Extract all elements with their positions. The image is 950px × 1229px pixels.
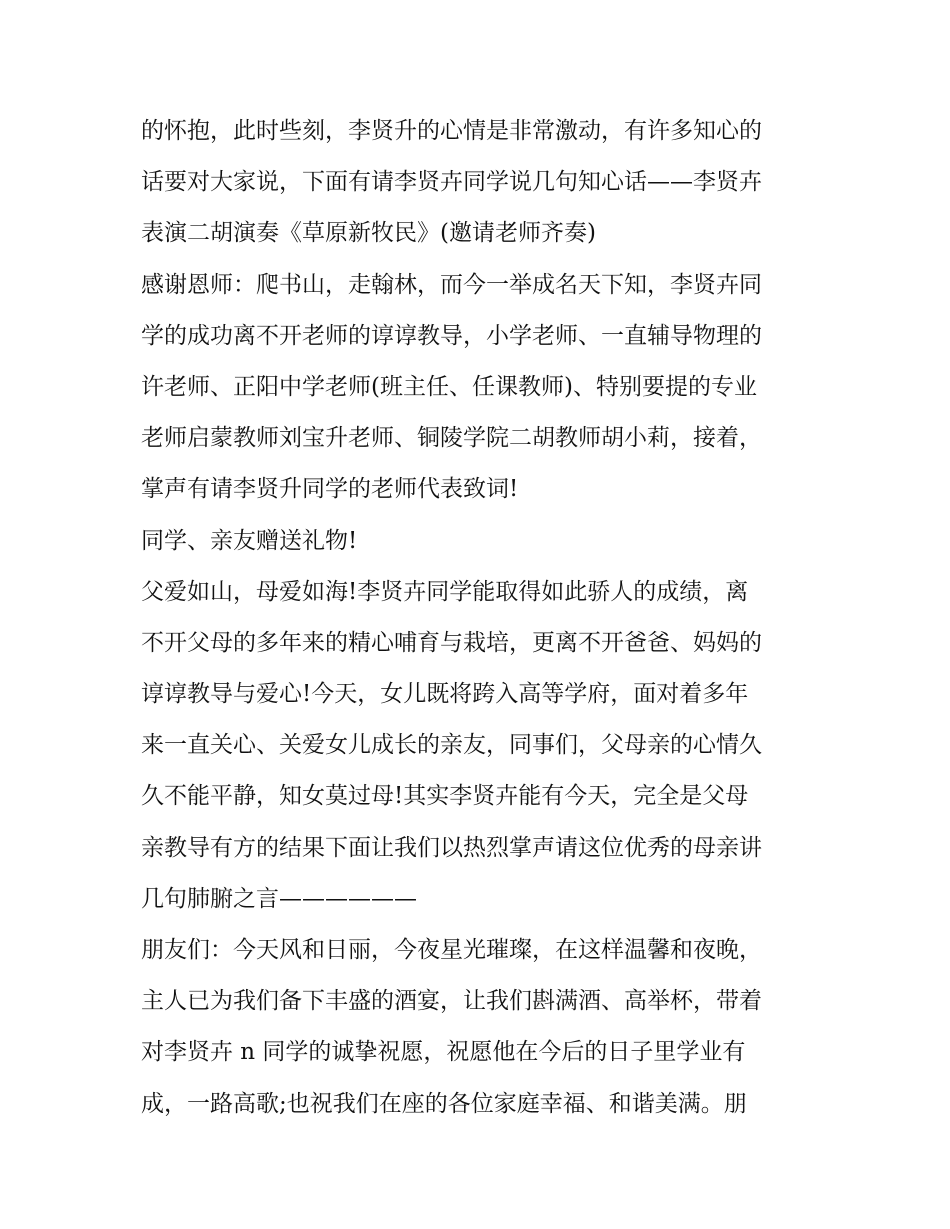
text-line-5: 学的成功离不开老师的谆谆教导，小学老师、一直辅导物理的 — [141, 322, 762, 349]
text-line-15: 亲教导有方的结果下面让我们以热烈掌声请这位优秀的母亲讲 — [141, 834, 762, 861]
text-line-19: 对李贤卉 n 同学的诚挚祝愿，祝愿他在今后的日子里学业有 — [141, 1039, 746, 1066]
text-line-17: 朋友们：今天风和日丽，今夜星光璀璨，在这样温馨和夜晚， — [141, 937, 762, 963]
text-line-18: 主人已为我们备下丰盛的酒宴，让我们斟满酒、高举杯，带着 — [141, 988, 762, 1015]
text-line-9: 同学、亲友赠送礼物! — [141, 527, 358, 554]
text-line-16: 几句肺腑之言—————— — [141, 885, 417, 912]
text-line-8: 掌声有请李贤升同学的老师代表致词! — [141, 476, 519, 503]
document-body — [141, 106, 813, 1130]
text-line-6: 许老师、正阳中学老师(班主任、任课教师)、特别要提的专业 — [141, 373, 757, 400]
text-line-14: 久不能平静，知女莫过母!其实李贤卉能有今天，完全是父母 — [141, 783, 749, 810]
text-line-11: 不开父母的多年来的精心哺育与栽培，更离不开爸爸、妈妈的 — [141, 629, 762, 656]
text-line-2: 话要对大家说，下面有请李贤卉同学说几句知心话——李贤卉 — [141, 169, 762, 196]
text-line-1: 的怀抱，此时些刻，李贤升的心情是非常激动，有许多知心的 — [141, 118, 762, 144]
text-line-20: 成，一路高歌;也祝我们在座的各位家庭幸福、和谐美满。朋 — [141, 1090, 747, 1117]
text-line-12: 谆谆教导与爱心!今天，女儿既将跨入高等学府，面对着多年 — [141, 681, 749, 708]
text-line-10: 父爱如山，母爱如海!李贤卉同学能取得如此骄人的成绩，离 — [141, 578, 749, 605]
text-line-7: 老师启蒙教师刘宝升老师、铜陵学院二胡教师胡小莉，接着， — [141, 425, 762, 452]
text-line-4: 感谢恩师：爬书山，走翰林，而今一举成名天下知，李贤卉同 — [141, 271, 762, 298]
text-line-13: 来一直关心、关爱女儿成长的亲友，同事们，父母亲的心情久 — [141, 732, 762, 759]
text-line-3: 表演二胡演奏《草原新牧民》(邀请老师齐奏) — [141, 220, 596, 247]
